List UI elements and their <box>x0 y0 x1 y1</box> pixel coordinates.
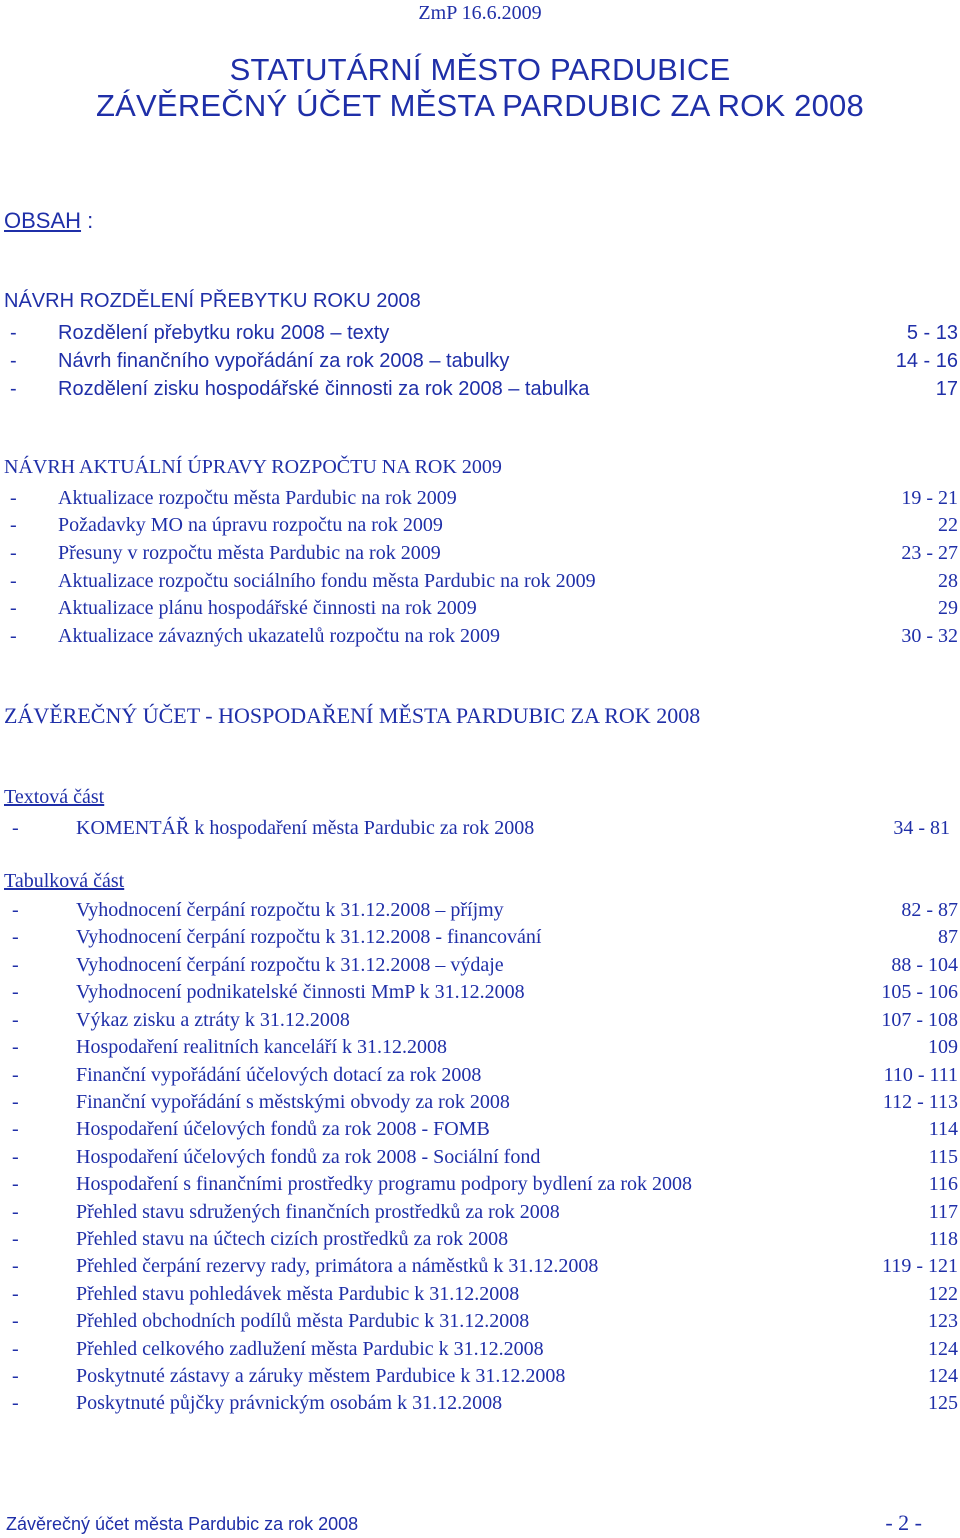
contents-heading <box>4 208 93 234</box>
toc-row <box>0 1392 960 1420</box>
toc-pages: 14 - 16 <box>895 350 958 372</box>
toc-row <box>0 1118 960 1146</box>
toc-row <box>0 1283 960 1311</box>
toc-pages: 112 - 113 <box>882 1091 958 1113</box>
toc-pages: 122 <box>928 1283 958 1305</box>
toc-pages: 110 - 111 <box>883 1064 958 1086</box>
toc-dash: - <box>12 1228 19 1250</box>
section-heading-budget-update: NÁVRH AKTUÁLNÍ ÚPRAVY ROZPOČTU NA ROK 2009 <box>4 456 502 478</box>
toc-pages: 29 <box>938 597 958 619</box>
toc-pages: 107 - 108 <box>881 1009 958 1031</box>
toc-pages: 34 - 81 <box>893 817 950 839</box>
contents-suffix: : <box>81 208 94 233</box>
toc-label: Výkaz zisku a ztráty k 31.12.2008 <box>76 1009 350 1031</box>
toc-dash: - <box>12 1118 19 1140</box>
toc-label: Aktualizace rozpočtu města Pardubic na rok 2009 <box>58 487 457 509</box>
toc-dash: - <box>10 597 17 619</box>
toc-pages: 123 <box>928 1310 958 1332</box>
toc-dash: - <box>12 1201 19 1223</box>
toc-row <box>0 926 960 954</box>
toc-dash: - <box>12 981 19 1003</box>
toc-label: Poskytnuté zástavy a záruky městem Pardubice k 31.12.2008 <box>76 1365 566 1387</box>
toc-pages: 109 <box>928 1036 958 1058</box>
toc-pages: 82 - 87 <box>901 899 958 921</box>
toc-row <box>0 1173 960 1201</box>
toc-dash: - <box>12 1064 19 1086</box>
toc-pages: 23 - 27 <box>901 542 958 564</box>
toc-row <box>0 570 960 598</box>
toc-label: Aktualizace plánu hospodářské činnosti na rok 2009 <box>58 597 477 619</box>
toc-pages: 124 <box>928 1338 958 1360</box>
toc-row <box>0 817 960 845</box>
toc-dash: - <box>10 322 17 344</box>
toc-label: Požadavky MO na úpravu rozpočtu na rok 2009 <box>58 514 443 536</box>
toc-dash: - <box>10 350 17 372</box>
toc-dash: - <box>12 1091 19 1113</box>
toc-row <box>0 1228 960 1256</box>
toc-label: KOMENTÁŘ k hospodaření města Pardubic za rok 2008 <box>76 817 535 839</box>
toc-pages: 119 - 121 <box>882 1255 958 1277</box>
toc-row <box>0 1036 960 1064</box>
toc-row <box>0 1091 960 1119</box>
toc-label: Vyhodnocení podnikatelské činnosti MmP k 31.12.2008 <box>76 981 525 1003</box>
toc-row <box>0 322 960 350</box>
toc-pages: 117 <box>928 1201 958 1223</box>
toc-dash: - <box>12 1365 19 1387</box>
toc-dash: - <box>12 1310 19 1332</box>
toc-label: Hospodaření realitních kanceláří k 31.12.2008 <box>76 1036 447 1058</box>
toc-label: Aktualizace rozpočtu sociálního fondu města Pardubic na rok 2009 <box>58 570 596 592</box>
toc-label: Návrh finančního vypořádání za rok 2008 – tabulky <box>58 350 510 372</box>
toc-row <box>0 1009 960 1037</box>
toc-label: Hospodaření účelových fondů za rok 2008 - FOMB <box>76 1118 490 1140</box>
toc-label: Finanční vypořádání účelových dotací za rok 2008 <box>76 1064 482 1086</box>
toc-pages: 22 <box>938 514 958 536</box>
toc-dash: - <box>10 542 17 564</box>
contents-label: OBSAH <box>4 208 82 233</box>
toc-row <box>0 1338 960 1366</box>
toc-label: Přehled stavu pohledávek města Pardubic k 31.12.2008 <box>76 1283 520 1305</box>
toc-label: Přehled celkového zadlužení města Pardubic k 31.12.2008 <box>76 1338 544 1360</box>
toc-row <box>0 1201 960 1229</box>
toc-label: Vyhodnocení čerpání rozpočtu k 31.12.2008 – příjmy <box>76 899 504 921</box>
header-date: ZmP 16.6.2009 <box>418 2 542 24</box>
toc-row <box>0 542 960 570</box>
toc-pages: 114 <box>928 1118 958 1140</box>
section-heading-surplus: NÁVRH ROZDĚLENÍ PŘEBYTKU ROKU 2008 <box>4 290 421 312</box>
toc-label: Hospodaření s finančními prostředky programu podpory bydlení za rok 2008 <box>76 1173 692 1195</box>
toc-row <box>0 1255 960 1283</box>
toc-pages: 116 <box>928 1173 958 1195</box>
toc-row <box>0 1146 960 1174</box>
toc-pages: 105 - 106 <box>881 981 958 1003</box>
toc-dash: - <box>12 954 19 976</box>
toc-pages: 5 - 13 <box>906 322 958 344</box>
toc-pages: 124 <box>928 1365 958 1387</box>
toc-row <box>0 981 960 1009</box>
toc-dash: - <box>10 570 17 592</box>
toc-row <box>0 1064 960 1092</box>
toc-row <box>0 350 960 378</box>
section-heading-final-account: ZÁVĚREČNÝ ÚČET - HOSPODAŘENÍ MĚSTA PARDUBIC ZA ROK 2008 <box>4 703 701 728</box>
toc-dash: - <box>12 1283 19 1305</box>
toc-row <box>0 899 960 927</box>
toc-label: Rozdělení zisku hospodářské činnosti za rok 2008 – tabulka <box>58 378 590 400</box>
footer-document-name: Závěrečný účet města Pardubic za rok 2008 <box>6 1514 359 1534</box>
toc-pages: 87 <box>938 926 958 948</box>
toc-label: Přesuny v rozpočtu města Pardubic na rok 2009 <box>58 542 441 564</box>
toc-pages: 17 <box>935 378 958 400</box>
toc-dash: - <box>12 1255 19 1277</box>
document-title-line1: STATUTÁRNÍ MĚSTO PARDUBICE <box>229 52 731 87</box>
toc-row <box>0 378 960 406</box>
toc-pages: 88 - 104 <box>891 954 958 976</box>
toc-dash: - <box>10 625 17 647</box>
footer-page-number: - 2 - <box>885 1510 922 1535</box>
toc-row <box>0 514 960 542</box>
toc-row <box>0 487 960 515</box>
toc-dash: - <box>10 514 17 536</box>
toc-label: Vyhodnocení čerpání rozpočtu k 31.12.2008 – výdaje <box>76 954 504 976</box>
toc-pages: 115 <box>928 1146 958 1168</box>
toc-dash: - <box>10 487 17 509</box>
toc-label: Vyhodnocení čerpání rozpočtu k 31.12.2008 - financování <box>76 926 542 948</box>
page-footer <box>0 1510 960 1538</box>
toc-dash: - <box>12 899 19 921</box>
toc-row <box>0 597 960 625</box>
toc-row <box>0 1310 960 1338</box>
toc-row <box>0 1365 960 1393</box>
toc-label: Přehled stavu sdružených finančních prostředků za rok 2008 <box>76 1201 560 1223</box>
toc-label: Rozdělení přebytku roku 2008 – texty <box>58 322 390 344</box>
toc-pages: 19 - 21 <box>901 487 958 509</box>
toc-dash: - <box>12 926 19 948</box>
toc-pages: 30 - 32 <box>901 625 958 647</box>
toc-pages: 118 <box>928 1228 958 1250</box>
toc-dash: - <box>12 1009 19 1031</box>
toc-label: Poskytnuté půjčky právnickým osobám k 31.12.2008 <box>76 1392 503 1414</box>
toc-dash: - <box>12 1173 19 1195</box>
toc-pages: 125 <box>928 1392 958 1414</box>
toc-dash: - <box>12 1338 19 1360</box>
toc-row <box>0 954 960 982</box>
toc-dash: - <box>12 1392 19 1414</box>
toc-row <box>0 625 960 653</box>
toc-dash: - <box>12 817 19 839</box>
toc-label: Přehled obchodních podílů města Pardubic k 31.12.2008 <box>76 1310 530 1332</box>
toc-label: Přehled čerpání rezervy rady, primátora a náměstků k 31.12.2008 <box>76 1255 599 1277</box>
toc-pages: 28 <box>938 570 958 592</box>
toc-dash: - <box>12 1036 19 1058</box>
toc-label: Aktualizace závazných ukazatelů rozpočtu na rok 2009 <box>58 625 501 647</box>
toc-dash: - <box>10 378 17 400</box>
subsection-heading-text-part: Textová část <box>4 786 105 808</box>
toc-label: Hospodaření účelových fondů za rok 2008 - Sociální fond <box>76 1146 541 1168</box>
document-title-line2: ZÁVĚREČNÝ ÚČET MĚSTA PARDUBIC ZA ROK 2008 <box>96 88 864 123</box>
subsection-heading-table-part: Tabulková část <box>4 870 125 892</box>
toc-label: Přehled stavu na účtech cizích prostředků za rok 2008 <box>76 1228 509 1250</box>
toc-dash: - <box>12 1146 19 1168</box>
toc-label: Finanční vypořádání s městskými obvody za rok 2008 <box>76 1091 510 1113</box>
